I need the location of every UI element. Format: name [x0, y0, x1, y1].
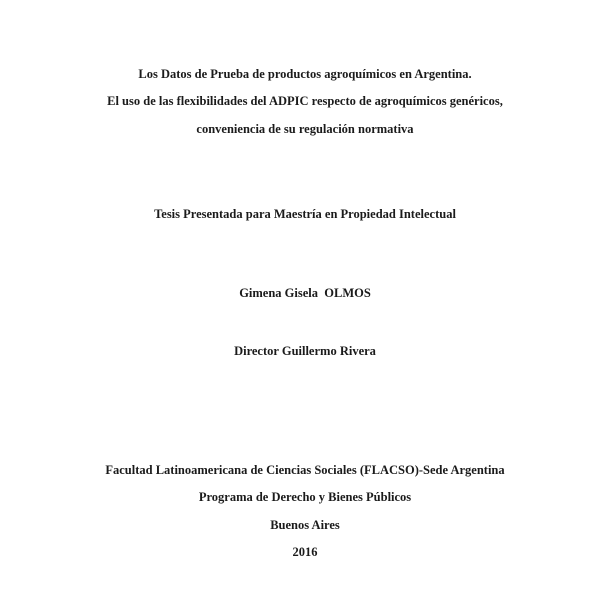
year-line: 2016	[292, 545, 318, 559]
degree-line: Tesis Presentada para Maestría en Propiedad Intelectual	[154, 207, 456, 221]
author-name: Gimena Gisela OLMOS	[239, 286, 371, 300]
program-line: Programa de Derecho y Bienes Públicos	[198, 490, 412, 504]
thesis-title-line-1: Los Datos de Prueba de productos agroquímicos en Argentina.	[138, 67, 472, 81]
thesis-title-line-3: conveniencia de su regulación normativa	[196, 122, 414, 136]
director-line: Director Guillermo Rivera	[234, 344, 376, 358]
institution-line: Facultad Latinoamericana de Ciencias Sociales (FLACSO)-Sede Argentina	[105, 463, 505, 477]
thesis-title-line-2: El uso de las flexibilidades del ADPIC respecto de agroquímicos genéricos,	[107, 94, 503, 108]
city-line: Buenos Aires	[270, 518, 340, 532]
